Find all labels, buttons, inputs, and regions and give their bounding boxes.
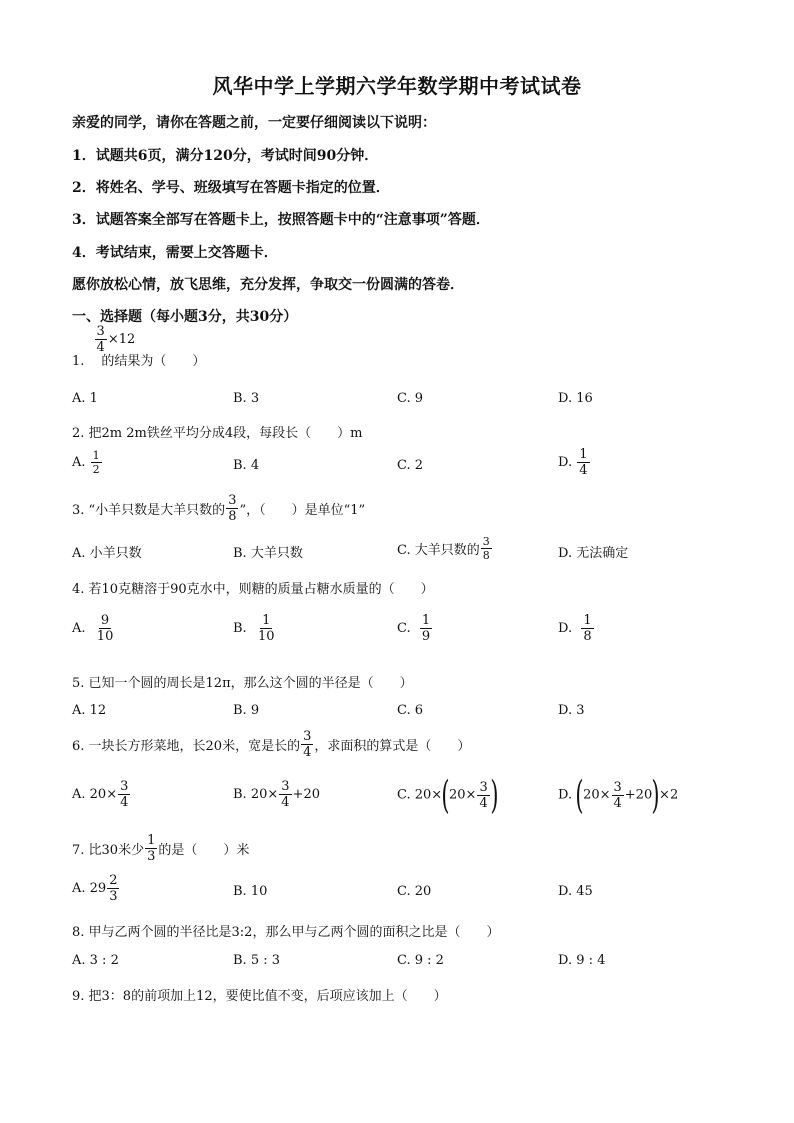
q3-option-b[interactable]: B. 大羊只数 (233, 546, 303, 561)
question-text: 的结果为（ ） (101, 354, 206, 369)
q1-option-b[interactable]: B. 3 (233, 391, 260, 406)
q6-option-b[interactable]: B. 20× $\frac{3}{4}$ +20 (233, 779, 320, 810)
q4-option-c[interactable]: C. $\frac{1}{9}$ (397, 613, 431, 644)
q2-option-b[interactable]: B. 4 (233, 458, 260, 473)
q5-option-d[interactable]: D. 3 (558, 703, 585, 718)
q7-option-b[interactable]: B. 10 (233, 884, 268, 899)
instruction-item-1: 1．试题共6页，满分120分，考试时间90分钟． (72, 148, 379, 164)
times-twelve: ×12 (107, 332, 136, 347)
q1-option-d[interactable]: D. 16 (558, 391, 593, 406)
instruction-item-4: 4．考试结束，需要上交答题卡． (72, 245, 278, 261)
q4-option-b[interactable]: B. $\frac{1}{10}$ (233, 613, 275, 644)
q7-option-a[interactable]: A. 29 $\frac{2}{3}$ (72, 873, 118, 904)
page-title: 风华中学上学期六学年数学期中考试试卷 (212, 74, 582, 98)
q2-option-d[interactable]: D. $\frac{1}{4}$ (558, 447, 588, 478)
question-2: 2. 把2m 2m铁丝平均分成4段，每段长（ ）m (72, 426, 363, 441)
q5-option-b[interactable]: B. 9 (233, 703, 260, 718)
q6-option-d[interactable]: D. (20× $\frac{3}{4}$ +20)×2 (558, 773, 679, 817)
question-6: 6. 一块长方形菜地，长20米，宽是长的 $\frac{3}{4}$ ，求面积的算式是（ ） (72, 729, 471, 760)
question-5: 5. 已知一个圆的周长是12π，那么这个圆的半径是（ ） (72, 676, 413, 691)
q8-option-c[interactable]: C. 9 : 2 (397, 953, 444, 968)
q4-option-d[interactable]: D. $\frac{1}{8}$ (558, 613, 592, 644)
q7-option-d[interactable]: D. 45 (558, 884, 593, 899)
question-3: 3. “小羊只数是大羊只数的 $\frac{3}{8}$ ”，（ ）是单位“1” (72, 493, 366, 524)
q4-option-a[interactable]: A. $\frac{9}{10}$ (72, 613, 114, 644)
q1-option-a[interactable]: A. 1 (72, 391, 98, 406)
instructions-greeting: 亲爱的同学，请你在答题之前，一定要仔细阅读以下说明： (72, 115, 436, 131)
question-9: 9. 把3：8的前项加上12，要使比值不变，后项应该加上（ ） (72, 989, 447, 1004)
q5-option-c[interactable]: C. 6 (397, 703, 424, 718)
q5-option-a[interactable]: A. 12 (72, 703, 107, 718)
instruction-item-3: 3．试题答案全部写在答题卡上，按照答题卡中的“注意事项”答题． (72, 212, 490, 228)
fraction: $\frac{3}{4}$ (96, 324, 105, 355)
q6-option-c[interactable]: C. 20×(20× $\frac{3}{4}$ ) (397, 773, 499, 817)
question-number: 1. (72, 354, 85, 369)
q6-option-a[interactable]: A. 20× $\frac{3}{4}$ (72, 779, 129, 810)
q8-option-d[interactable]: D. 9 : 4 (558, 953, 606, 968)
q3-option-c[interactable]: C. 大羊只数的 $\frac{3}{8}$ (397, 535, 490, 562)
instructions-closing: 愿你放松心情，放飞思维，充分发挥，争取交一份圆满的答卷． (72, 277, 464, 293)
instruction-item-2: 2．将姓名、学号、班级填写在答题卡指定的位置． (72, 180, 390, 196)
q8-option-b[interactable]: B. 5 : 3 (233, 953, 281, 968)
question-7: 7. 比30米少 $\frac{1}{3}$ 的是（ ）米 (72, 833, 250, 864)
q2-option-a[interactable]: A. $\frac{1}{2}$ (72, 449, 100, 476)
q3-option-d[interactable]: D. 无法确定 (558, 546, 629, 561)
q7-option-c[interactable]: C. 20 (397, 884, 432, 899)
question-4: 4. 若10克糖溶于90克水中，则糖的质量占糖水质量的（ ） (72, 582, 434, 597)
q2-option-c[interactable]: C. 2 (397, 458, 424, 473)
section-heading-choice: 一、选择题（每小题3分，共30分） (72, 309, 298, 325)
q3-option-a[interactable]: A. 小羊只数 (72, 546, 142, 561)
q1-option-c[interactable]: C. 9 (397, 391, 424, 406)
question-1 (72, 324, 243, 369)
question-8: 8. 甲与乙两个圆的半径比是3:2，那么甲与乙两个圆的面积之比是（ ） (72, 925, 500, 940)
q8-option-a[interactable]: A. 3 : 2 (72, 953, 119, 968)
